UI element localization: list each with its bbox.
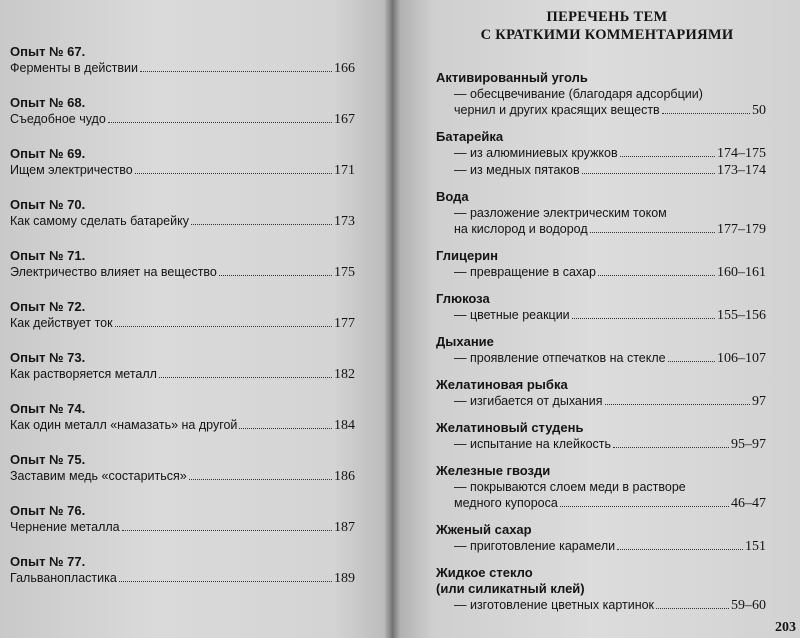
topic-item [436,522,766,555]
toc-entry [10,468,355,485]
experiment-heading: Опыт № 77. [10,554,86,569]
dot-leader [108,122,332,123]
toc-page-number: 182 [334,367,355,382]
topic-list [436,70,766,624]
experiment-heading: Опыт № 73. [10,350,86,365]
left-page [0,0,392,638]
dot-leader [620,156,715,157]
topic-item [436,334,766,367]
toc-entry-title: — приготовление карамели [454,539,616,553]
toc-entry-title: — изгибается от дыхания [454,394,603,408]
experiment-item [10,452,355,485]
dot-leader [613,447,729,448]
dot-leader [572,318,715,319]
experiment-item [10,503,355,536]
topic-subentry [436,597,766,614]
toc-page-number: 59–60 [731,598,766,613]
topic-item [436,463,766,512]
toc-entry-title: Заставим медь «состариться» [10,469,187,483]
topic-subentry [436,436,766,453]
dot-leader [590,232,715,233]
toc-entry-title: — цветные реакции [454,308,570,322]
subentry-text: — обесцвечивание (благодаря адсорбции) [454,87,703,101]
right-page [392,0,800,638]
topic-heading: Глюкоза [436,291,490,306]
experiment-heading: Опыт № 74. [10,401,86,416]
dot-leader [617,549,743,550]
toc-page-number: 186 [334,469,355,484]
toc-entry [10,162,355,179]
experiment-item [10,299,355,332]
experiment-heading: Опыт № 76. [10,503,86,518]
toc-page-number: 167 [334,112,355,127]
toc-entry [10,315,355,332]
toc-entry [454,145,766,162]
experiment-heading: Опыт № 75. [10,452,86,467]
experiment-heading: Опыт № 72. [10,299,86,314]
toc-entry-title: Как действует ток [10,316,113,330]
toc-entry-title: Как самому сделать батарейку [10,214,189,228]
toc-page-number: 97 [752,394,766,409]
toc-page-number: 171 [334,163,355,178]
toc-entry [454,393,766,410]
toc-entry-title: Как растворяется металл [10,367,157,381]
toc-entry-title: чернил и других красящих веществ [454,103,660,117]
topic-item [436,189,766,238]
topic-subentry [436,393,766,410]
dot-leader [598,275,715,276]
topic-item [436,377,766,410]
topic-heading: Железные гвозди [436,463,551,478]
dot-leader [656,608,729,609]
topic-subentry [436,307,766,324]
experiment-item [10,95,355,128]
topic-item [436,70,766,119]
toc-entry-title: — из медных пятаков [454,163,580,177]
experiment-heading: Опыт № 67. [10,44,86,59]
toc-entry [454,264,766,281]
toc-entry [454,597,766,614]
dot-leader [668,361,715,362]
book-gutter [384,0,400,638]
page-title [462,8,752,44]
topic-heading: Желатиновая рыбка [436,377,568,392]
toc-page-number: 166 [334,61,355,76]
toc-page-number: 187 [334,520,355,535]
toc-page-number: 173 [334,214,355,229]
page-number: 203 [775,620,796,635]
topic-heading: Вода [436,189,469,204]
toc-entry [454,436,766,453]
toc-entry-title: — испытание на клейкость [454,437,612,451]
topic-heading: Глицерин [436,248,498,263]
subentry-text: — покрываются слоем меди в растворе [454,480,686,494]
toc-entry [10,570,355,587]
topic-subentry [436,205,766,238]
toc-entry [10,417,355,434]
experiment-heading: Опыт № 68. [10,95,86,110]
topic-item [436,291,766,324]
toc-entry [454,495,766,512]
toc-entry-title: — из алюминиевых кружков [454,146,618,160]
topic-item [436,565,766,614]
topic-item [436,420,766,453]
topic-heading: Жидкое стекло [436,565,533,580]
topic-heading-continued: (или силикатный клей) [436,581,585,596]
toc-page-number: 46–47 [731,496,766,511]
experiment-item [10,197,355,230]
toc-page-number: 177–179 [717,222,766,237]
toc-entry [454,350,766,367]
topic-heading: Жженый сахар [436,522,532,537]
dot-leader [560,506,729,507]
topic-item [436,248,766,281]
topic-subentry [436,264,766,281]
page-title-line-2: С КРАТКИМИ КОММЕНТАРИЯМИ [480,27,734,43]
toc-entry-title: — превращение в сахар [454,265,596,279]
toc-entry-title: Ферменты в действии [10,61,138,75]
toc-page-number: 189 [334,571,355,586]
experiment-item [10,554,355,587]
toc-entry-title: Съедобное чудо [10,112,106,126]
toc-page-number: 175 [334,265,355,280]
dot-leader [219,275,332,276]
dot-leader [189,479,332,480]
toc-entry-title: — проявление отпечатков на стекле [454,351,666,365]
toc-entry [454,307,766,324]
toc-entry [454,162,766,179]
toc-page-number: 160–161 [717,265,766,280]
experiment-heading: Опыт № 71. [10,248,86,263]
toc-entry-title: Гальванопластика [10,571,117,585]
topic-heading: Батарейка [436,129,504,144]
topic-subentry [436,162,766,179]
dot-leader [239,428,332,429]
topic-item [436,129,766,179]
dot-leader [191,224,332,225]
toc-entry [10,264,355,281]
topic-heading: Желатиновый студень [436,420,584,435]
toc-page-number: 155–156 [717,308,766,323]
toc-entry [10,111,355,128]
toc-page-number: 184 [334,418,355,433]
topic-subentry [436,350,766,367]
toc-entry [454,221,766,238]
dot-leader [582,173,715,174]
experiment-item [10,350,355,383]
dot-leader [122,530,332,531]
page-title-line-1: ПЕРЕЧЕНЬ ТЕМ [546,9,668,25]
toc-page-number: 95–97 [731,437,766,452]
toc-entry-title: Ищем электричество [10,163,133,177]
toc-entry-title: — изготовление цветных картинок [454,598,655,612]
experiment-heading: Опыт № 70. [10,197,86,212]
subentry-text: — разложение электрическим током [454,206,667,220]
experiment-item [10,401,355,434]
toc-entry-title: Чернение металла [10,520,120,534]
toc-entry-title: медного купороса [454,496,558,510]
dot-leader [159,377,332,378]
toc-entry-title: Как один металл «намазать» на другой [10,418,238,432]
dot-leader [140,71,332,72]
dot-leader [605,404,750,405]
toc-page-number: 106–107 [717,351,766,366]
topic-subentry [436,86,766,119]
toc-entry [454,102,766,119]
toc-entry [10,60,355,77]
toc-page-number: 177 [334,316,355,331]
topic-heading: Дыхание [436,334,494,349]
toc-entry [10,366,355,383]
toc-page-number: 174–175 [717,146,766,161]
topic-subentry [436,479,766,512]
topic-subentry [436,145,766,162]
toc-entry-title: Электричество влияет на вещество [10,265,217,279]
toc-page-number: 151 [745,539,766,554]
toc-entry [10,213,355,230]
toc-entry [454,538,766,555]
dot-leader [135,173,332,174]
topic-heading: Активированный уголь [436,70,588,85]
dot-leader [119,581,332,582]
toc-page-number: 173–174 [717,163,766,178]
toc-page-number: 50 [752,103,766,118]
experiment-list [10,44,355,605]
experiment-heading: Опыт № 69. [10,146,86,161]
toc-entry [10,519,355,536]
experiment-item [10,248,355,281]
topic-subentry [436,538,766,555]
experiment-item [10,44,355,77]
toc-entry-title: на кислород и водород [454,222,588,236]
experiment-item [10,146,355,179]
dot-leader [115,326,332,327]
dot-leader [662,113,750,114]
